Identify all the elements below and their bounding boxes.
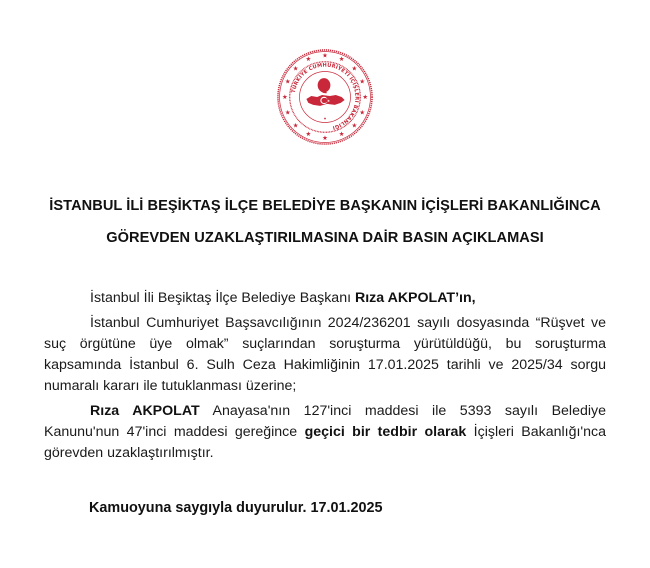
svg-text:★: ★ xyxy=(305,130,312,139)
svg-text:★: ★ xyxy=(351,64,358,73)
mayor-name-bold: Rıza AKPOLAT xyxy=(90,403,200,419)
press-release-title-line2: GÖREVDEN UZAKLAŞTIRILMASINA DAİR BASIN AÇIKLAMASI xyxy=(106,230,544,246)
svg-text:★: ★ xyxy=(338,130,345,139)
svg-text:★: ★ xyxy=(322,51,328,60)
svg-text:★: ★ xyxy=(305,55,312,64)
svg-text:★: ★ xyxy=(351,121,358,130)
paragraph-addressee xyxy=(44,288,606,309)
svg-text:★: ★ xyxy=(322,134,328,143)
legal-basis-text: Anayasa'nın 127'inci maddesi ile 5393 sayılı Belediye Kanunu'nun 47'inci maddesi gereğince xyxy=(44,403,606,440)
svg-text:★: ★ xyxy=(284,108,291,117)
closing-statement: Kamuoyuna saygıyla duyurulur. 17.01.2025 xyxy=(89,500,383,516)
addressee-prefix: İstanbul İli Beşiktaş İlçe Belediye Başkanı xyxy=(90,290,355,306)
svg-text:★: ★ xyxy=(284,77,291,86)
svg-text:★: ★ xyxy=(292,64,299,73)
ministry-seal-icon xyxy=(276,48,374,146)
suspension-text: İçişleri Bakanlığı'nca görevden uzaklaştırılmıştır. xyxy=(44,424,607,461)
svg-text:★: ★ xyxy=(281,92,288,101)
paragraph-suspension xyxy=(44,401,606,464)
investigation-text: İstanbul Cumhuriyet Başsavcılığının 2024/236201 sayılı dosyasında “Rüşvet ve suç örgütüne üye olmak” suçlarından soruşturma yürütüldüğü, bu soruşturma kapsamında İstanbul 6. Sulh Ceza Hakimliğinin 17.01.2025 tarihli ve 2025/34 sorgu numaralı kararı ile tutuklanması üzerine; xyxy=(44,315,606,394)
temporary-measure-text: geçici bir tedbir olarak xyxy=(304,424,467,440)
svg-text:TÜRKİYE CUMHURİYETİ İÇİŞLERİ B: TÜRKİYE CUMHURİYETİ İÇİŞLERİ BAKANLIĞI xyxy=(290,62,360,131)
svg-text:★: ★ xyxy=(338,55,345,64)
svg-text:★: ★ xyxy=(292,121,299,130)
svg-text:★: ★ xyxy=(362,92,369,101)
svg-text:★: ★ xyxy=(326,99,330,104)
paragraph-investigation xyxy=(44,313,606,397)
mayor-name: Rıza AKPOLAT’ın, xyxy=(354,290,476,306)
press-release-title-line1: İSTANBUL İLİ BEŞİKTAŞ İLÇE BELEDİYE BAŞKANIN İÇİŞLERİ BAKANLIĞINCA xyxy=(49,198,601,214)
svg-text:★: ★ xyxy=(359,108,366,117)
svg-text:★: ★ xyxy=(359,77,366,86)
